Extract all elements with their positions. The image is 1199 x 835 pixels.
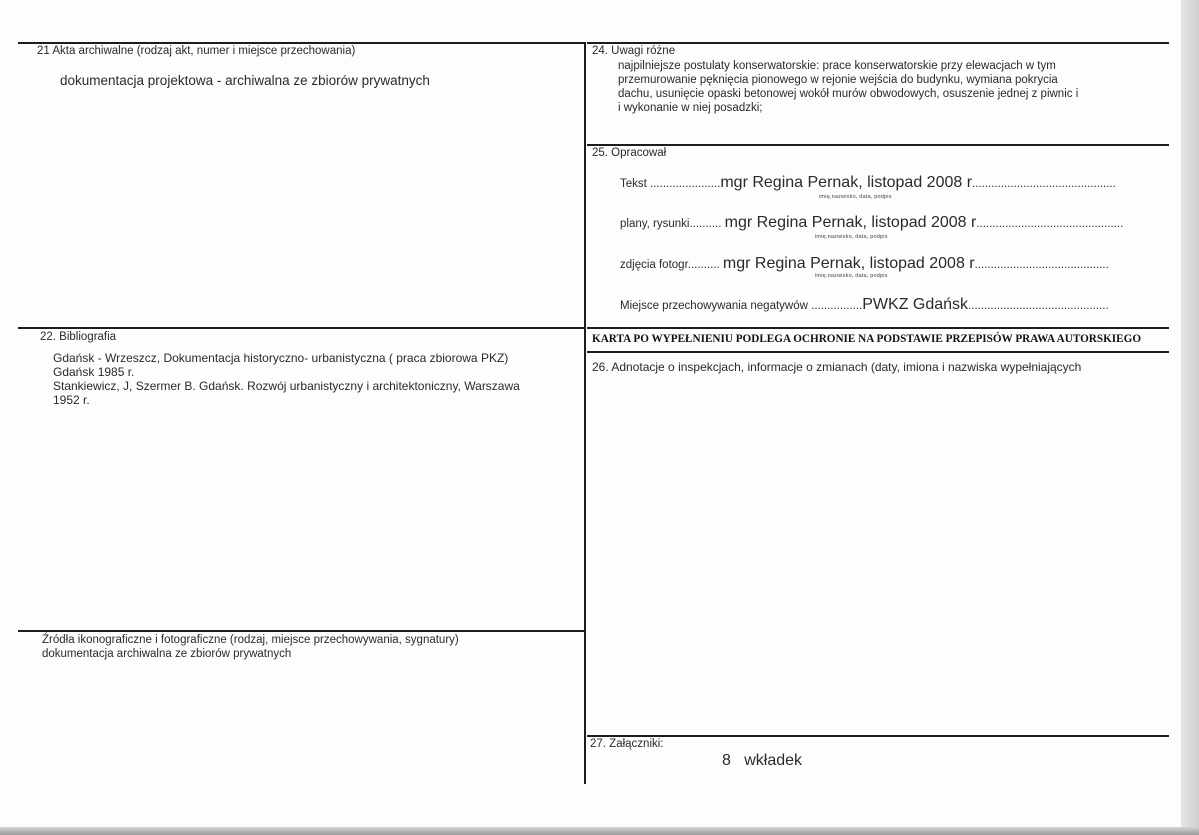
remarks-line: najpilniejsze postulaty konserwatorskie: prace konserwatorskie przy elewacjach w tym [618,60,1056,72]
signature-caption: imię,nazwisko, data, podpis [815,273,888,279]
author-value: mgr Regina Pernak, listopad 2008 r [724,214,977,231]
page-edge-bottom [0,827,1199,835]
dots: .............................................. [976,218,1124,230]
negatives-value: PWKZ Gdańsk [862,296,969,313]
bibliography-line: Gdańsk 1985 r. [53,365,135,379]
section-21-header: 21 Akta archiwalne (rodzaj akt, numer i miejsce przechowania) [37,45,356,57]
page-edge-right [1181,0,1199,835]
remarks-line: przemurowanie pęknięcia pionowego w rejonie wejścia do budynku, wymiana pokrycia [618,74,1058,86]
section-27-header: 27. Załączniki: [590,738,664,750]
signature-caption: imię,nazwisko, data, podpis [815,234,888,240]
rule-25 [587,144,1169,146]
remarks-line: dachu, usunięcie opaski betonowej wokół murów obwodowych, osuszenie jednej z piwnic i [618,88,1079,100]
author-row-text [620,174,1116,192]
rule-copyright-top [587,327,1169,329]
negatives-row [620,296,1109,314]
section-24-header: 24. Uwagi różne [592,45,676,57]
dots: ............................................. [972,178,1116,190]
author-row-photos [620,255,1109,273]
bibliography-line: 1952 r. [53,393,90,407]
dots: ................ [811,300,863,312]
rule-22 [18,327,584,329]
signature-caption: imię,nazwisko, data, podpis [819,194,892,200]
attachments-count [722,752,802,770]
rule-26 [587,351,1169,353]
rule-23 [18,630,584,632]
author-value: mgr Regina Pernak, listopad 2008 r [722,255,975,272]
attachments-unit: wkładek [744,752,803,769]
section-22-header: 22. Bibliografia [40,331,117,343]
top-rule-left [18,42,584,44]
section-23-content: dokumentacja archiwalna ze zbiorów prywatnych [42,648,292,660]
remarks-line: i wykonanie w niej posadzki; [618,102,763,114]
attachments-number: 8 [722,752,731,769]
dots: .......... [687,259,720,271]
center-divider [584,42,586,784]
dots: ............................................ [968,300,1109,312]
section-23-header: Źródła ikonograficzne i fotograficzne (rodzaj, miejsce przechowywania, sygnatury) [42,634,459,646]
row-label: plany, rysunki [620,218,690,230]
bibliography-line: Gdańsk - Wrzeszcz, Dokumentacja historyczno- urbanistyczna ( praca zbiorowa PKZ) [53,351,509,365]
rule-27 [587,735,1169,737]
section-26-header: 26. Adnotacje o inspekcjach, informacje o zmianach (daty, imiona i nazwiska wypełniających [592,360,1082,374]
dots: .......................................... [974,259,1109,271]
top-rule-right [587,42,1169,44]
row-label: Miejsce przechowywania negatywów [620,300,808,312]
section-25-header: 25. Opracował [592,147,667,159]
author-value: mgr Regina Pernak, listopad 2008 r [720,174,973,191]
section-21-content: dokumentacja projektowa - archiwalna ze zbiorów prywatnych [60,73,430,88]
copyright-notice: KARTA PO WYPEŁNIENIU PODLEGA OCHRONIE NA PODSTAWIE PRZEPISÓW PRAWA AUTORSKIEGO [592,333,1142,345]
dots: ...................... [650,178,721,190]
row-label: Tekst [620,178,647,190]
bibliography-line: Stankiewicz, J, Szermer B. Gdańsk. Rozwój urbanistyczny i architektoniczny, Warszawa [53,379,520,393]
author-row-drawings [620,214,1123,232]
row-label: zdjęcia fotogr [620,259,688,271]
dots: .......... [689,218,722,230]
